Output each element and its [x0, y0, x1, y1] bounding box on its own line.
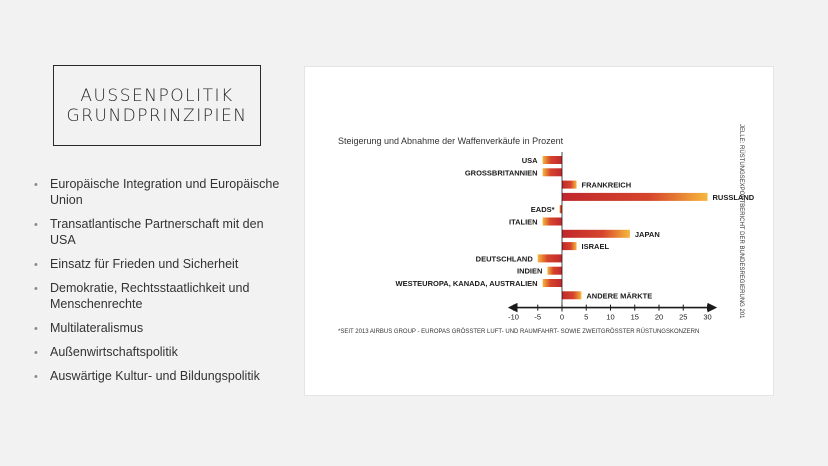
bullet-item: [34, 216, 284, 248]
x-tick-label: 0: [559, 312, 565, 322]
bar-label: GROSSBRITANNIEN: [464, 168, 538, 178]
bar-westeuropa-kanada-australien: [543, 279, 562, 287]
bullet-item: [34, 280, 284, 312]
bullet-text: Auswärtige Kultur- und Bildungspolitik: [50, 369, 260, 383]
bullet-item: [34, 176, 284, 208]
bar-usa: [543, 156, 562, 164]
x-tick-label: 30: [703, 312, 712, 322]
bullet-dot-icon: •: [34, 259, 38, 271]
bullet-dot-icon: •: [34, 323, 38, 335]
bullet-item: [34, 256, 284, 272]
bullet-item: [34, 320, 284, 336]
bullet-list: [34, 176, 284, 392]
bar-label: INDIEN: [517, 266, 543, 276]
x-tick-label: 25: [679, 312, 688, 322]
bullet-text: Außenwirtschaftspolitik: [50, 345, 178, 359]
bar-label: ANDERE MÄRKTE: [586, 291, 653, 301]
bullet-text: Einsatz für Frieden und Sicherheit: [50, 257, 239, 271]
bullet-item: [34, 344, 284, 360]
x-tick-label: 20: [654, 312, 664, 322]
bar-label: ITALIEN: [508, 217, 538, 227]
bullet-dot-icon: •: [34, 219, 38, 231]
bar-label: WESTEUROPA, KANADA, AUSTRALIEN: [395, 279, 538, 288]
x-tick-label: -10: [508, 312, 519, 322]
bullet-item: [34, 368, 284, 384]
bar-grossbritannien: [543, 168, 562, 176]
bar-indien: [547, 267, 562, 275]
bullet-text: Demokratie, Rechtsstaatlichkeit und Menschenrechte: [50, 281, 250, 311]
bullet-dot-icon: •: [34, 347, 38, 359]
bar-frankreich: [562, 181, 577, 189]
bullet-text: Transatlantische Partnerschaft mit den USA: [50, 217, 264, 247]
chart-title: Steigerung und Abnahme der Waffenverkäufe in Prozent: [338, 136, 564, 146]
bar-israel: [562, 242, 577, 250]
bullet-dot-icon: •: [34, 371, 38, 383]
chart-source: JELLE: RÜSTUNGSEXPORTBERICHT DER BUNDESREGIERUNG 201: [738, 124, 744, 319]
bar-label: ISRAEL: [581, 242, 610, 252]
bullet-text: Europäische Integration und Europäische Union: [50, 177, 280, 207]
chart-image: [314, 76, 762, 386]
bar-label: JAPAN: [634, 229, 660, 239]
bar-andere-märkte: [562, 291, 581, 299]
chart-footnote: *SEIT 2013 AIRBUS GROUP - EUROPAS GRÖSSTER LUFT- UND RAUMFAHRT- SOWIE ZWEITGRÖSSTER RÜSTUNGSKONZERN: [338, 329, 700, 335]
bar-italien: [543, 218, 562, 226]
bullet-text: Multilateralismus: [50, 321, 144, 335]
bar-label: EADS*: [530, 205, 555, 215]
x-tick-label: -5: [534, 312, 542, 322]
bar-japan: [562, 230, 630, 238]
x-tick-label: 15: [630, 312, 639, 322]
bullet-dot-icon: •: [34, 283, 38, 295]
slide-title-box: [53, 65, 261, 146]
bar-deutschland: [538, 254, 562, 262]
x-tick-label: 5: [584, 312, 589, 322]
bar-label: USA: [521, 156, 538, 165]
slide-title-line2: GRUNDPRINZIPIEN: [66, 105, 248, 126]
weapons-sales-chart: [314, 76, 762, 386]
bar-label: DEUTSCHLAND: [475, 254, 533, 264]
bullet-dot-icon: •: [34, 179, 38, 191]
bar-label: RUSSLAND: [712, 192, 755, 202]
bar-label: FRANKREICH: [581, 180, 632, 190]
bar-russland: [562, 193, 708, 201]
slide-title-line1: AUSSENPOLITIK: [80, 85, 234, 106]
x-tick-label: 10: [606, 312, 615, 322]
